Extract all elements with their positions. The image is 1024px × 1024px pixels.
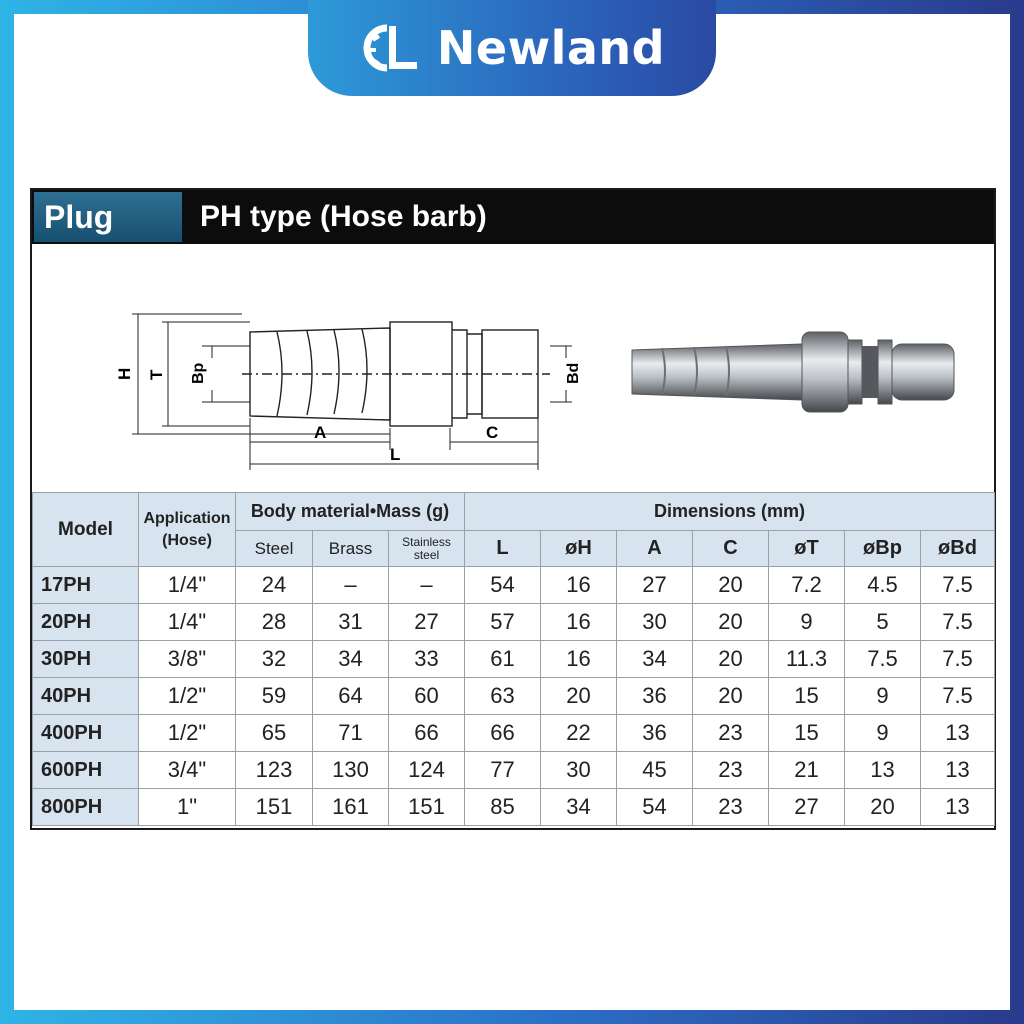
cell-bp: 13	[845, 752, 921, 789]
label-t: T	[147, 369, 166, 380]
cell-stainless: 27	[389, 604, 465, 641]
header-l: L	[465, 531, 541, 567]
cell-app: 1"	[139, 789, 236, 826]
header-a: A	[617, 531, 693, 567]
cell-c: 20	[693, 567, 769, 604]
header-model: Model	[33, 493, 139, 567]
cell-brass: 161	[313, 789, 389, 826]
cell-steel: 59	[236, 678, 313, 715]
model-cell: 600PH	[33, 752, 139, 789]
cell-bd: 13	[921, 789, 995, 826]
cell-h: 16	[541, 567, 617, 604]
cell-h: 22	[541, 715, 617, 752]
cell-h: 34	[541, 789, 617, 826]
cell-bp: 5	[845, 604, 921, 641]
cell-brass: 34	[313, 641, 389, 678]
cell-l: 54	[465, 567, 541, 604]
label-a: A	[314, 423, 327, 442]
label-c: C	[486, 423, 499, 442]
cell-brass: 31	[313, 604, 389, 641]
cell-bp: 7.5	[845, 641, 921, 678]
cell-a: 34	[617, 641, 693, 678]
model-cell: 800PH	[33, 789, 139, 826]
cell-app: 3/8"	[139, 641, 236, 678]
dimension-drawing	[72, 310, 592, 470]
header-application: Application (Hose)	[139, 493, 236, 567]
label-h: H	[115, 367, 134, 380]
cell-a: 30	[617, 604, 693, 641]
cell-bp: 9	[845, 678, 921, 715]
cell-t: 27	[769, 789, 845, 826]
table-row	[33, 715, 995, 752]
header-t: øT	[769, 531, 845, 567]
cell-app: 3/4"	[139, 752, 236, 789]
table-row	[33, 567, 995, 604]
cell-stainless: 33	[389, 641, 465, 678]
cell-bd: 7.5	[921, 678, 995, 715]
cell-h: 20	[541, 678, 617, 715]
brand-banner	[308, 0, 716, 96]
cell-brass: –	[313, 567, 389, 604]
header-stainless: Stainless steel	[389, 531, 465, 567]
cell-brass: 130	[313, 752, 389, 789]
table-row	[33, 752, 995, 789]
cell-app: 1/2"	[139, 678, 236, 715]
cell-bp: 20	[845, 789, 921, 826]
header-dimensions: Dimensions (mm)	[465, 493, 995, 531]
cell-steel: 28	[236, 604, 313, 641]
header-bd: øBd	[921, 531, 995, 567]
label-bd: Bd	[565, 362, 582, 384]
spec-rows	[33, 567, 995, 826]
model-cell: 30PH	[33, 641, 139, 678]
cell-steel: 123	[236, 752, 313, 789]
cell-c: 23	[693, 789, 769, 826]
cell-t: 21	[769, 752, 845, 789]
cell-t: 15	[769, 715, 845, 752]
model-cell: 20PH	[33, 604, 139, 641]
cell-a: 36	[617, 678, 693, 715]
model-cell: 400PH	[33, 715, 139, 752]
header-brass: Brass	[313, 531, 389, 567]
table-row	[33, 641, 995, 678]
cell-stainless: 66	[389, 715, 465, 752]
sheet-title: PH type (Hose barb)	[200, 200, 487, 233]
cell-steel: 151	[236, 789, 313, 826]
cell-t: 15	[769, 678, 845, 715]
spec-sheet	[30, 188, 996, 830]
product-photo	[622, 322, 972, 422]
cell-steel: 32	[236, 641, 313, 678]
header-body-material: Body material•Mass (g)	[236, 493, 465, 531]
cell-t: 11.3	[769, 641, 845, 678]
cell-stainless: –	[389, 567, 465, 604]
spec-table	[32, 492, 995, 826]
cell-h: 30	[541, 752, 617, 789]
cell-a: 36	[617, 715, 693, 752]
cell-a: 54	[617, 789, 693, 826]
newland-logo-icon	[359, 20, 421, 76]
cell-bd: 13	[921, 752, 995, 789]
cell-app: 1/4"	[139, 567, 236, 604]
cell-bd: 13	[921, 715, 995, 752]
cell-l: 85	[465, 789, 541, 826]
cell-l: 57	[465, 604, 541, 641]
cell-h: 16	[541, 641, 617, 678]
cell-steel: 65	[236, 715, 313, 752]
cell-c: 20	[693, 641, 769, 678]
cell-steel: 24	[236, 567, 313, 604]
cell-brass: 71	[313, 715, 389, 752]
label-l: L	[390, 445, 401, 464]
header-bp: øBp	[845, 531, 921, 567]
cell-t: 9	[769, 604, 845, 641]
cell-a: 45	[617, 752, 693, 789]
cell-stainless: 60	[389, 678, 465, 715]
cell-l: 63	[465, 678, 541, 715]
table-row	[33, 604, 995, 641]
label-bp: Bp	[190, 362, 207, 384]
cell-a: 27	[617, 567, 693, 604]
cell-stainless: 124	[389, 752, 465, 789]
cell-l: 61	[465, 641, 541, 678]
cell-bp: 9	[845, 715, 921, 752]
brand-name: Newland	[436, 21, 666, 75]
cell-c: 23	[693, 715, 769, 752]
plug-tab: Plug	[34, 192, 182, 242]
cell-c: 23	[693, 752, 769, 789]
cell-bd: 7.5	[921, 641, 995, 678]
model-cell: 40PH	[33, 678, 139, 715]
cell-h: 16	[541, 604, 617, 641]
cell-l: 66	[465, 715, 541, 752]
header-steel: Steel	[236, 531, 313, 567]
cell-c: 20	[693, 678, 769, 715]
cell-l: 77	[465, 752, 541, 789]
cell-bd: 7.5	[921, 604, 995, 641]
cell-brass: 64	[313, 678, 389, 715]
table-row	[33, 789, 995, 826]
sheet-header	[32, 190, 994, 244]
cell-c: 20	[693, 604, 769, 641]
cell-bp: 4.5	[845, 567, 921, 604]
header-h: øH	[541, 531, 617, 567]
cell-t: 7.2	[769, 567, 845, 604]
cell-app: 1/4"	[139, 604, 236, 641]
cell-stainless: 151	[389, 789, 465, 826]
cell-app: 1/2"	[139, 715, 236, 752]
model-cell: 17PH	[33, 567, 139, 604]
table-row	[33, 678, 995, 715]
header-c: C	[693, 531, 769, 567]
cell-bd: 7.5	[921, 567, 995, 604]
